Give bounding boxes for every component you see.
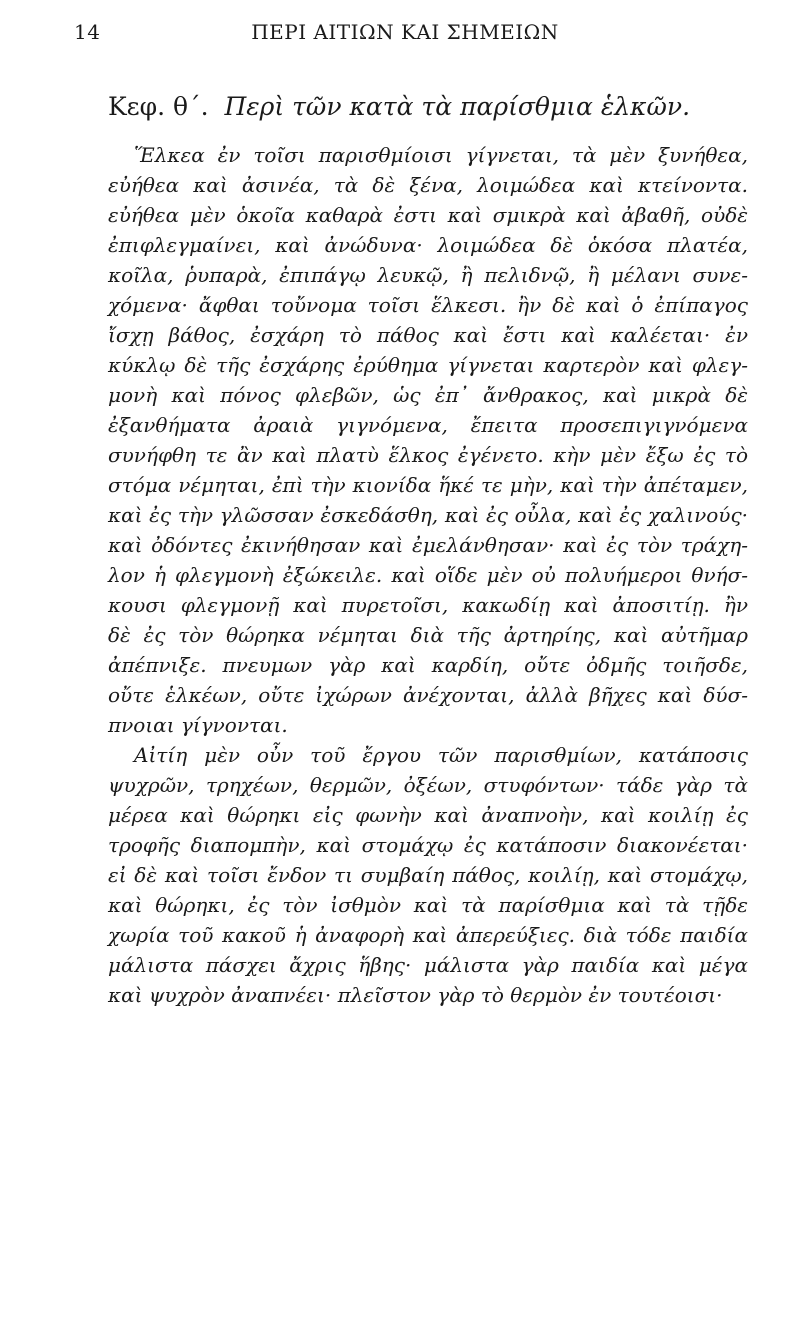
page-number: 14 bbox=[74, 20, 101, 44]
chapter-heading bbox=[108, 92, 768, 121]
body-text bbox=[108, 140, 748, 1010]
text-line: ψυχρῶν, τρηχέων, θερμῶν, ὀξέων, στυφόντων· τάδε γὰρ τὰ bbox=[108, 773, 748, 797]
text-line: συνήφθη τε ἂν καὶ πλατὺ ἕλκος ἐγένετο. κὴν μὲν ἔξω ἐς τὸ bbox=[108, 443, 748, 467]
text-line: χόμενα· ἄφθαι τοὔνομα τοῖσι ἕλκεσι. ἢν δὲ καὶ ὁ ἐπίπαγος bbox=[108, 293, 748, 317]
text-line: καὶ ἐς τὴν γλῶσσαν ἐσκεδάσθη, καὶ ἐς οὖλα, καὶ ἐς χαλινούς· bbox=[108, 503, 748, 527]
text-line: εὐήθεα μὲν ὁκοῖα καθαρὰ ἐστι καὶ σμικρὰ καὶ ἀβαθῆ, οὐδὲ bbox=[108, 203, 748, 227]
paragraph bbox=[108, 740, 748, 1010]
text-line: ἀπέπνιξε. πνευμων γὰρ καὶ καρδίη, οὔτε ὀδμῆς τοιῆσδε, bbox=[108, 653, 748, 677]
text-line: λον ἡ φλεγμονὴ ἐξώκειλε. καὶ οἵδε μὲν οὐ πολυήμεροι θνήσ- bbox=[108, 563, 748, 587]
text-line: ἐπιφλεγμαίνει, καὶ ἀνώδυνα· λοιμώδεα δὲ ὁκόσα πλατέα, bbox=[108, 233, 748, 257]
text-line: στόμα νέμηται, ἐπὶ τὴν κιονίδα ἥκέ τε μὴν, καὶ τὴν ἀπέταμεν, bbox=[108, 473, 748, 497]
text-line: κουσι φλεγμονῇ καὶ πυρετοῖσι, κακωδίῃ καὶ ἀποσιτίῃ. ἢν bbox=[108, 593, 748, 617]
text-line: κοῖλα, ῥυπαρὰ, ἐπιπάγῳ λευκῷ, ἢ πελιδνῷ, ἢ μέλανι συνε- bbox=[108, 263, 748, 287]
text-line: μέρεα καὶ θώρηκι εἰς φωνὴν καὶ ἀναπνοὴν, καὶ κοιλίῃ ἐς bbox=[108, 803, 748, 827]
text-line: εἰ δὲ καὶ τοῖσι ἔνδον τι συμβαίη πάθος, κοιλίῃ, καὶ στομάχῳ, bbox=[108, 863, 748, 887]
text-line: ἐξανθήματα ἀραιὰ γιγνόμενα, ἔπειτα προσεπιγιγνόμενα bbox=[108, 413, 748, 437]
text-line: κύκλῳ δὲ τῆς ἐσχάρης ἐρύθημα γίγνεται καρτερὸν καὶ φλεγ- bbox=[108, 353, 748, 377]
text-line: μονὴ καὶ πόνος φλεβῶν, ὡς ἐπ᾽ ἄνθρακος, καὶ μικρὰ δὲ bbox=[108, 383, 748, 407]
chapter-title: Περὶ τῶν κατὰ τὰ παρίσθμια ἑλκῶν. bbox=[224, 92, 691, 121]
text-line: καὶ θώρηκι, ἐς τὸν ἰσθμὸν καὶ τὰ παρίσθμια καὶ τὰ τῇδε bbox=[108, 893, 748, 917]
text-line: δὲ ἐς τὸν θώρηκα νέμηται διὰ τῆς ἀρτηρίης, καὶ αὐτῆμαρ bbox=[108, 623, 748, 647]
text-line: πνοιαι γίγνονται. bbox=[108, 713, 288, 737]
text-line: χωρία τοῦ κακοῦ ἡ ἀναφορὴ καὶ ἀπερεύξιες. διὰ τόδε παιδία bbox=[108, 923, 748, 947]
text-line: τροφῆς διαπομπὴν, καὶ στομάχῳ ἐς κατάποσιν διακονέεται· bbox=[108, 833, 748, 857]
text-line: καὶ ψυχρὸν ἀναπνέει· πλεῖστον γὰρ τὸ θερμὸν ἐν τουτέοισι· bbox=[108, 983, 723, 1007]
text-line: Αἰτίη μὲν οὖν τοῦ ἔργου τῶν παρισθμίων, κατάποσις bbox=[134, 743, 748, 767]
running-head bbox=[74, 20, 736, 48]
paragraph bbox=[108, 140, 748, 740]
text-line: μάλιστα πάσχει ἄχρις ἥβης· μάλιστα γὰρ παιδία καὶ μέγα bbox=[108, 953, 748, 977]
text-line: Ἕλκεα ἐν τοῖσι παρισθμίοισι γίγνεται, τὰ μὲν ξυνήθεα, bbox=[134, 143, 748, 167]
running-title: ΠΕΡΙ ΑΙΤΙΩΝ ΚΑΙ ΣΗΜΕΙΩΝ bbox=[251, 20, 559, 44]
text-line: καὶ ὀδόντες ἐκινήθησαν καὶ ἐμελάνθησαν· καὶ ἐς τὸν τράχη- bbox=[108, 533, 748, 557]
chapter-label: Κεφ. θ΄. bbox=[108, 92, 209, 121]
text-line: οὔτε ἑλκέων, οὔτε ἰχώρων ἀνέχονται, ἀλλὰ βῆχες καὶ δύσ- bbox=[108, 683, 748, 707]
text-line: ἴσχῃ βάθος, ἐσχάρη τὸ πάθος καὶ ἔστι καὶ καλέεται· ἐν bbox=[108, 323, 748, 347]
text-line: εὐήθεα καὶ ἀσινέα, τὰ δὲ ξένα, λοιμώδεα καὶ κτείνοντα. bbox=[108, 173, 748, 197]
